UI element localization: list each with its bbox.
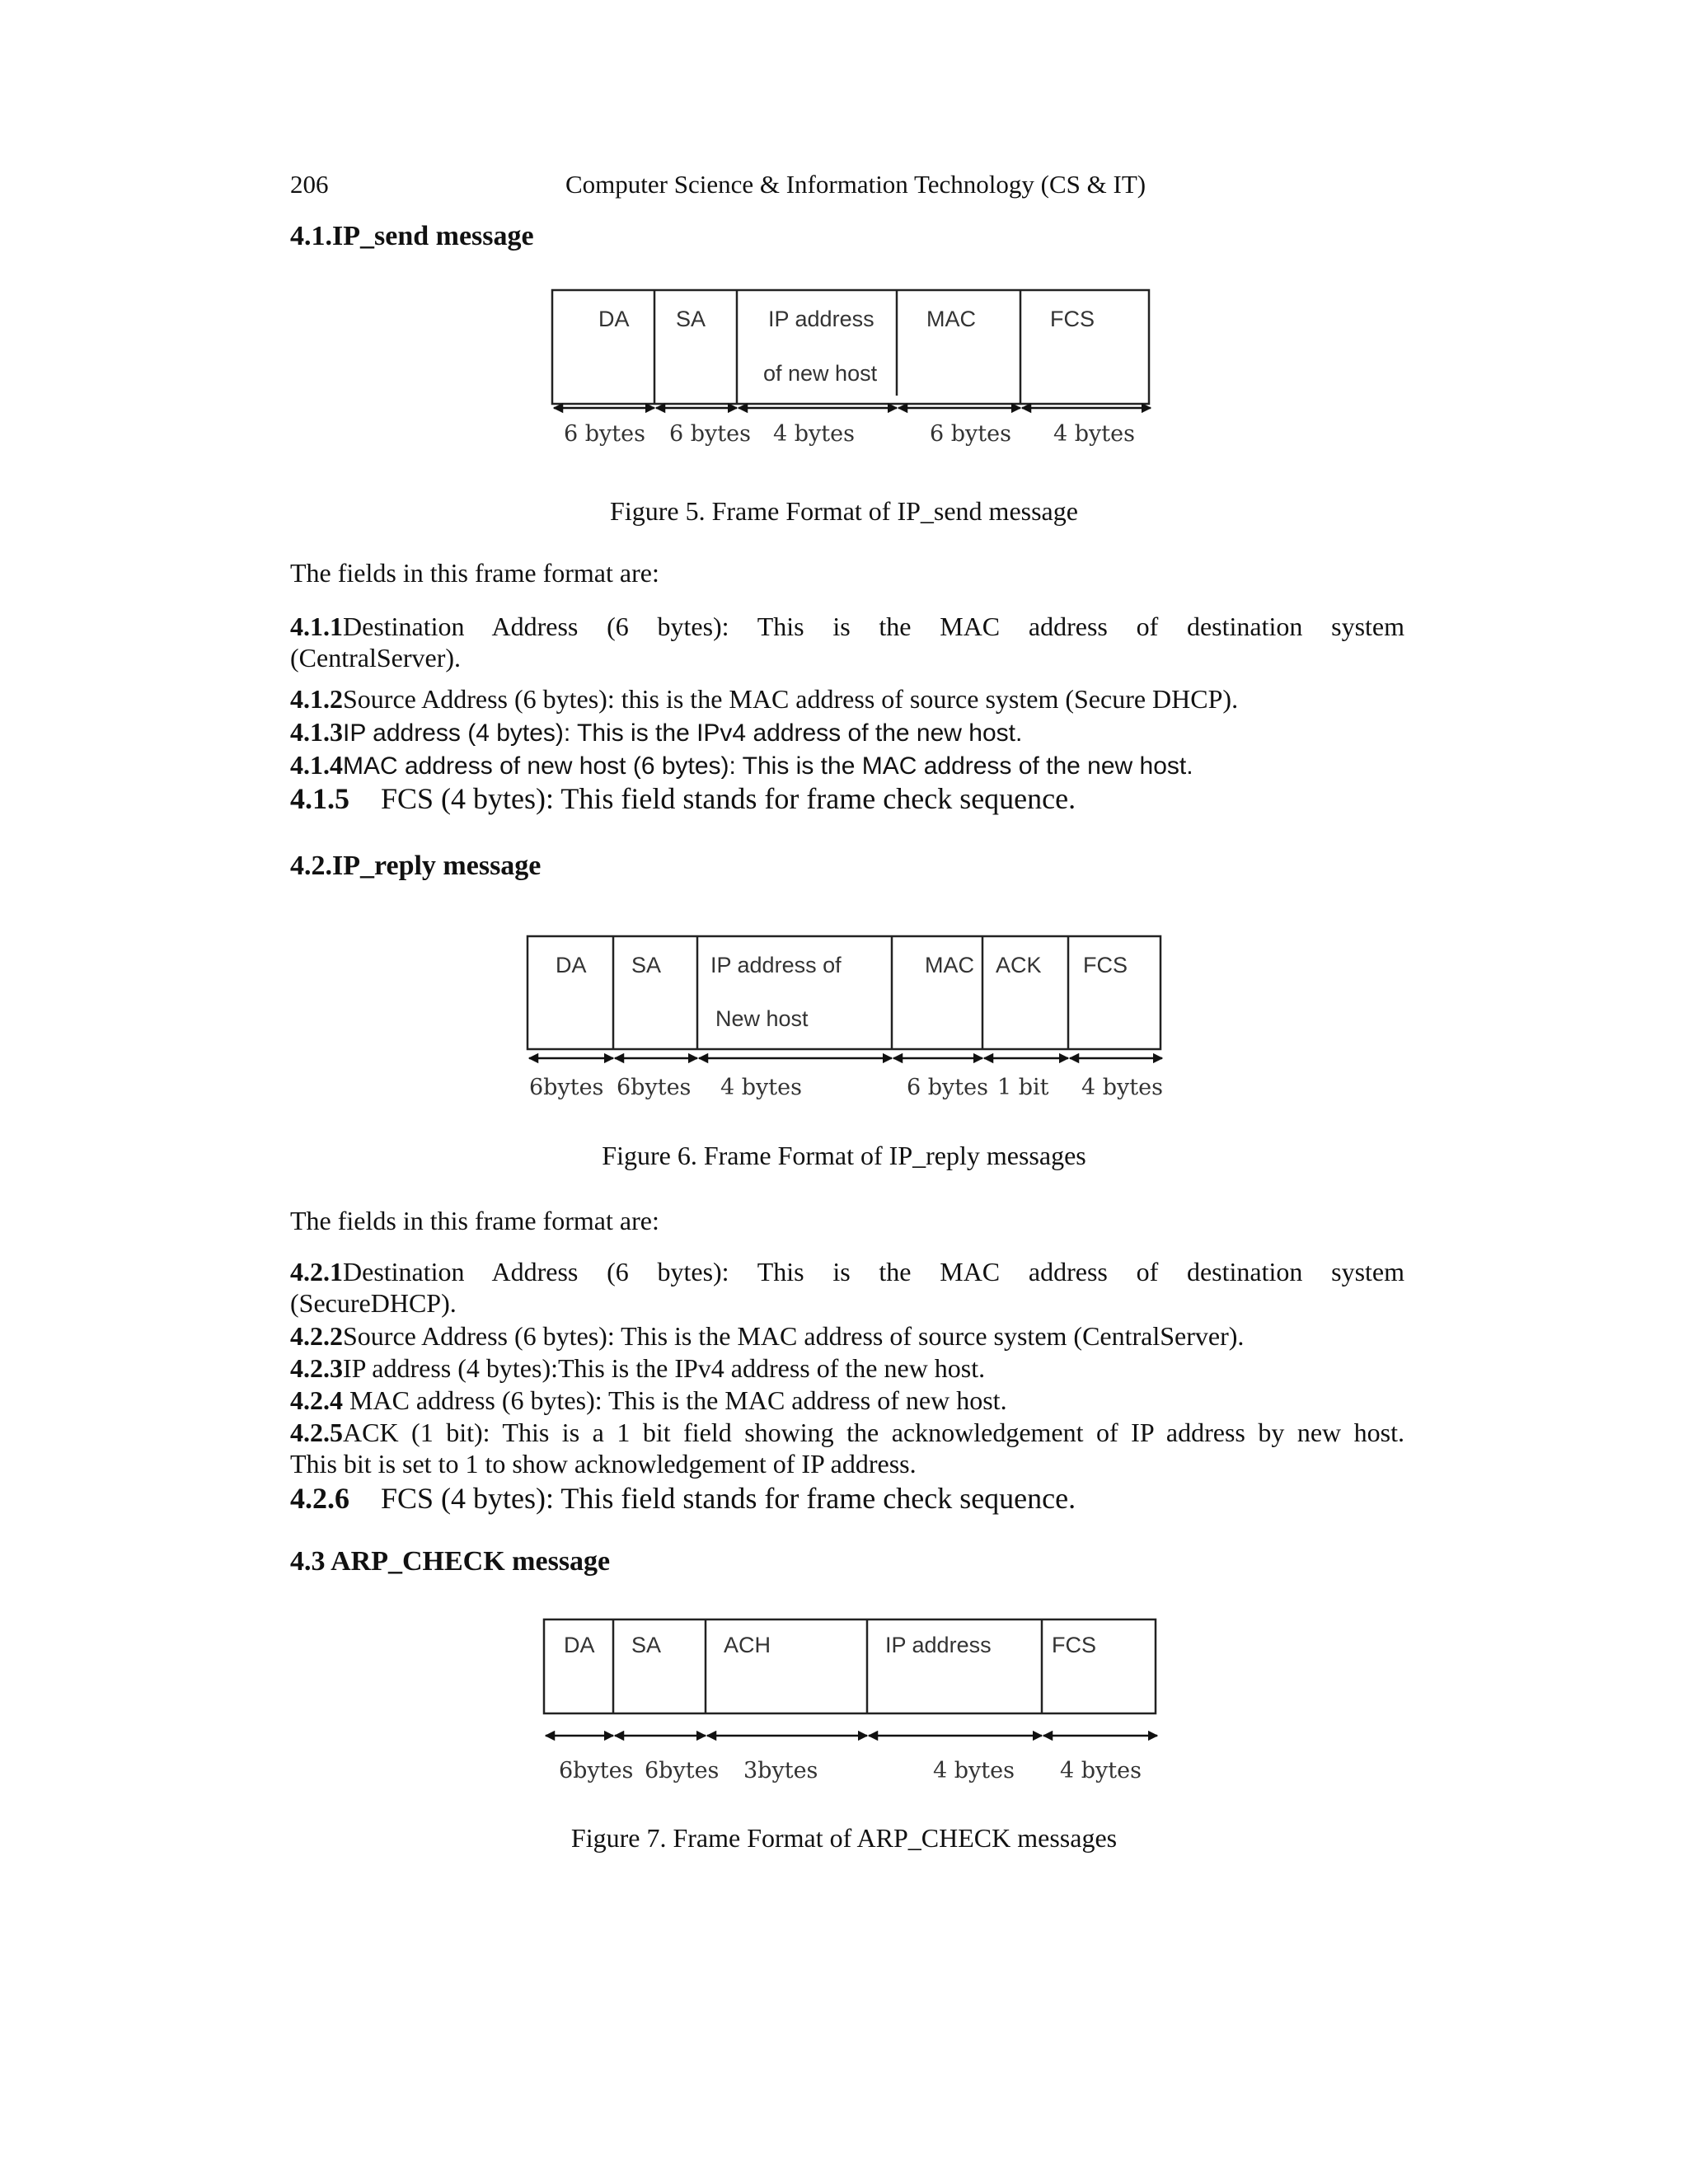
field-label-da: DA	[564, 1633, 595, 1657]
section-heading-4-2: 4.2.IP_reply message	[290, 851, 542, 881]
page-number: 206	[290, 170, 329, 199]
field-label-da: DA	[598, 307, 630, 331]
field-label-fcs: FCS	[1083, 953, 1128, 977]
field-label-sa: SA	[631, 953, 662, 977]
field-item-4-2-5: 4.2.5ACK (1 bit): This is a 1 bit field showing the acknowledgement of IP address by new host. This bit is set to 1 to show acknowledgement of IP address.	[290, 1418, 1404, 1479]
size-label: 6bytes	[559, 1758, 634, 1783]
size-label: 6 bytes	[907, 1075, 988, 1100]
field-label-ip-address-of: IP address of	[710, 953, 842, 977]
section-heading-4-3: 4.3 ARP_CHECK message	[290, 1546, 611, 1577]
field-item-4-2-2: 4.2.2Source Address (6 bytes): This is the MAC address of source system (CentralServer).	[290, 1321, 1245, 1351]
field-label-mac: MAC	[925, 953, 974, 977]
field-label-ack: ACK	[996, 953, 1042, 977]
field-label-sa: SA	[676, 307, 706, 331]
fields-intro-4-1: The fields in this frame format are:	[290, 558, 659, 588]
field-label-ip-address: IP address	[768, 307, 874, 331]
field-label-of-new-host: of new host	[763, 361, 878, 386]
field-label-da: DA	[556, 953, 587, 977]
figure-5-caption: Figure 5. Frame Format of IP_send message	[610, 496, 1078, 526]
section-heading-4-1: 4.1.IP_send message	[290, 221, 534, 251]
size-label: 6 bytes	[564, 421, 645, 447]
size-label: 4 bytes	[933, 1758, 1015, 1783]
size-label: 6 bytes	[930, 421, 1011, 447]
field-label-mac: MAC	[926, 307, 976, 331]
field-item-4-1-2: 4.1.2Source Address (6 bytes): this is the MAC address of source system (Secure DHCP).	[290, 684, 1239, 714]
fields-intro-4-2: The fields in this frame format are:	[290, 1206, 659, 1235]
figure-5-diagram	[544, 284, 1170, 449]
frame-outline	[528, 936, 1160, 1049]
size-label: 6bytes	[529, 1075, 604, 1100]
running-header: Computer Science & Information Technology (CS & IT)	[565, 170, 1146, 199]
size-label: 6bytes	[617, 1075, 692, 1100]
field-item-4-1-1: 4.1.1Destination Address (6 bytes): This is the MAC address of destination system (CentralServer).	[290, 612, 1404, 673]
field-label-sa: SA	[631, 1633, 662, 1657]
field-item-4-2-1: 4.2.1Destination Address (6 bytes): This is the MAC address of destination system (SecureDHCP).	[290, 1257, 1404, 1318]
field-item-4-1-3: 4.1.3IP address (4 bytes): This is the IPv4 address of the new host.	[290, 717, 1023, 747]
size-label: 4 bytes	[1081, 1075, 1163, 1100]
figure-6-diagram	[519, 930, 1179, 1109]
size-label: 4 bytes	[1053, 421, 1135, 447]
field-item-4-2-6: 4.2.6 FCS (4 bytes): This field stands for frame check sequence.	[290, 1482, 1076, 1515]
size-label: 6 bytes	[669, 421, 751, 447]
size-label: 3bytes	[743, 1758, 818, 1783]
size-label: 4 bytes	[720, 1075, 802, 1100]
field-label-ip-address: IP address	[885, 1633, 992, 1657]
size-label: 4 bytes	[773, 421, 855, 447]
figure-6-caption: Figure 6. Frame Format of IP_reply messages	[602, 1141, 1086, 1170]
field-item-4-2-3: 4.2.3IP address (4 bytes):This is the IPv4 address of the new host.	[290, 1353, 986, 1383]
field-label-ach: ACH	[724, 1633, 771, 1657]
figure-7-diagram	[536, 1615, 1179, 1797]
field-label-fcs: FCS	[1050, 307, 1095, 331]
size-label: 1 bit	[997, 1075, 1049, 1100]
field-item-4-1-4: 4.1.4MAC address of new host (6 bytes): This is the MAC address of the new host.	[290, 750, 1193, 780]
size-label: 6bytes	[645, 1758, 720, 1783]
size-label: 4 bytes	[1060, 1758, 1142, 1783]
field-label-new-host: New host	[715, 1006, 809, 1031]
field-item-4-1-5: 4.1.5 FCS (4 bytes): This field stands for frame check sequence.	[290, 782, 1076, 815]
field-item-4-2-4: 4.2.4 MAC address (6 bytes): This is the MAC address of new host.	[290, 1385, 1007, 1415]
field-label-fcs: FCS	[1052, 1633, 1096, 1657]
figure-7-caption: Figure 7. Frame Format of ARP_CHECK messages	[570, 1823, 1118, 1853]
